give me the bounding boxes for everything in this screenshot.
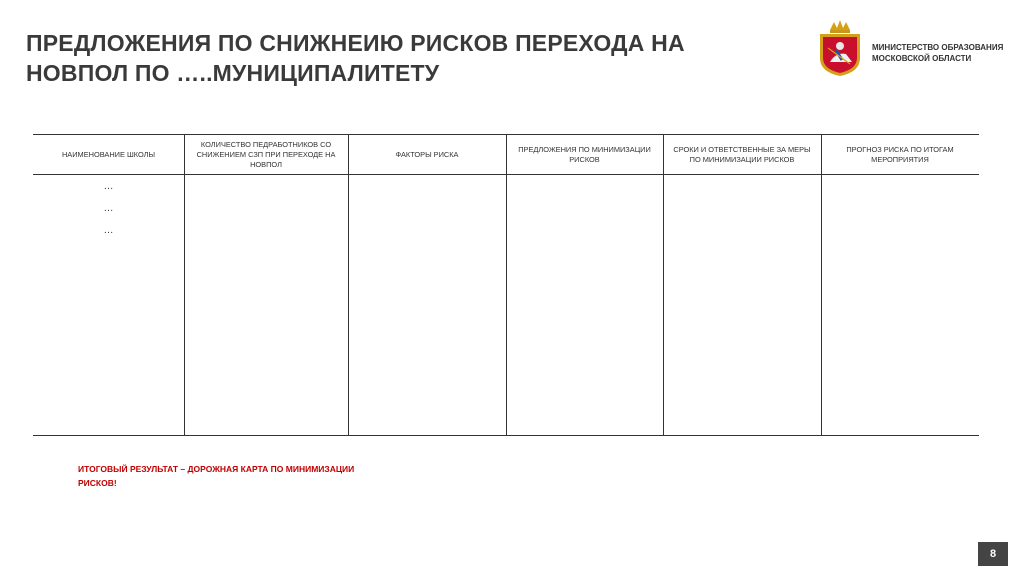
school-placeholder: … xyxy=(103,181,114,192)
header-risk-forecast: ПРОГНОЗ РИСКА ПО ИТОГАМ МЕРОПРИЯТИЯ xyxy=(846,144,954,164)
header-risk-factors: ФАКТОРЫ РИСКА xyxy=(395,149,459,159)
table-column-divider xyxy=(821,135,822,435)
risk-table xyxy=(33,134,979,436)
result-note xyxy=(78,462,438,490)
header-proposals: ПРЕДЛОЖЕНИЯ ПО МИНИМИЗАЦИИ РИСКОВ xyxy=(518,144,651,164)
page-title xyxy=(26,28,786,88)
moscow-oblast-coat-of-arms-icon xyxy=(816,18,864,78)
table-column-divider xyxy=(663,135,664,435)
header-divider xyxy=(33,174,979,175)
ministry-name xyxy=(872,42,1012,64)
table-column-divider xyxy=(506,135,507,435)
page-number-badge: 8 xyxy=(978,542,1008,566)
school-placeholder: … xyxy=(103,203,114,214)
result-line-2: РИСКОВ! xyxy=(78,478,117,488)
school-placeholder: … xyxy=(103,225,114,236)
title-line-1: ПРЕДЛОЖЕНИЯ ПО СНИЖНЕИЮ РИСКОВ ПЕРЕХОДА НА xyxy=(26,30,685,56)
header-school-name: НАИМЕНОВАНИЕ ШКОЛЫ xyxy=(61,149,156,159)
title-line-2: НОВПОЛ ПО …..МУНИЦИПАЛИТЕТУ xyxy=(26,60,440,86)
header-deadlines: СРОКИ И ОТВЕТСТВЕННЫЕ ЗА МЕРЫ ПО МИНИМИЗАЦИИ РИСКОВ xyxy=(673,144,811,164)
table-column-divider xyxy=(184,135,185,435)
result-line-1: ИТОГОВЫЙ РЕЗУЛЬТАТ – ДОРОЖНАЯ КАРТА ПО МИНИМИЗАЦИИ xyxy=(78,464,355,474)
ministry-line-2: МОСКОВСКОЙ ОБЛАСТИ xyxy=(872,54,972,63)
ministry-line-1: МИНИСТЕРСТВО ОБРАЗОВАНИЯ xyxy=(872,43,1004,52)
header-staff-count: КОЛИЧЕСТВО ПЕДРАБОТНИКОВ СО СНИЖЕНИЕМ СЗП ПРИ ПЕРЕХОДЕ НА НОВПОЛ xyxy=(196,139,336,169)
table-column-divider xyxy=(348,135,349,435)
